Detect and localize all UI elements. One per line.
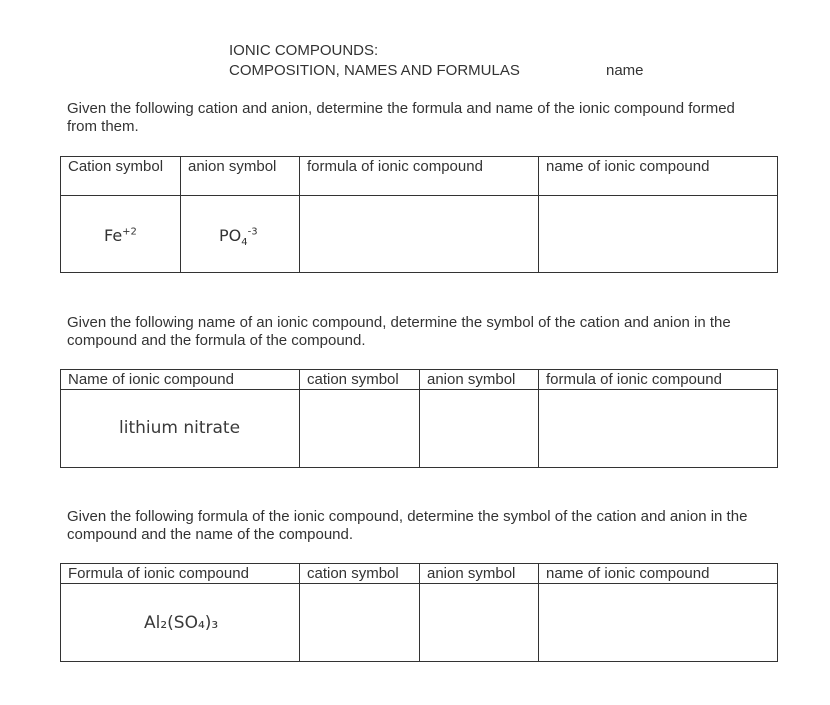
section3-table bbox=[60, 563, 778, 662]
anion-answer-cell[interactable] bbox=[420, 584, 539, 662]
name-answer-cell[interactable] bbox=[539, 584, 778, 662]
cation-answer-cell[interactable] bbox=[300, 390, 420, 468]
header-name: name of ionic compound bbox=[539, 564, 778, 584]
section2-table bbox=[60, 369, 778, 468]
header-cation-symbol: cation symbol bbox=[300, 564, 420, 584]
cation-base: Fe bbox=[104, 226, 123, 245]
formula-cell bbox=[61, 584, 300, 662]
cation-cell bbox=[61, 196, 181, 273]
anion-answer-cell[interactable] bbox=[420, 390, 539, 468]
anion-charge: -3 bbox=[247, 226, 258, 238]
cation-answer-cell[interactable] bbox=[300, 584, 420, 662]
compound-formula: Al₂(SO₄)₃ bbox=[144, 613, 219, 633]
header-anion-symbol: anion symbol bbox=[420, 564, 539, 584]
header-formula: formula of ionic compound bbox=[539, 370, 778, 390]
header-anion-symbol: anion symbol bbox=[181, 157, 300, 196]
section1-table bbox=[60, 156, 778, 273]
compound-name: lithium nitrate bbox=[119, 418, 241, 438]
worksheet-title-line1: IONIC COMPOUNDS: bbox=[229, 42, 379, 59]
header-cation-symbol: cation symbol bbox=[300, 370, 420, 390]
worksheet-title-line2: COMPOSITION, NAMES AND FORMULAS bbox=[229, 62, 520, 79]
section2-instruction: Given the following name of an ionic compound, determine the symbol of the cation and anion in the compound and the formula of the compound. bbox=[67, 314, 731, 349]
cation-symbol bbox=[104, 227, 181, 245]
anion-cell bbox=[181, 196, 300, 273]
compound-name-cell bbox=[61, 390, 300, 468]
anion-symbol bbox=[219, 226, 300, 249]
name-label: name bbox=[606, 62, 644, 79]
header-name: name of ionic compound bbox=[539, 157, 778, 196]
anion-base: PO bbox=[219, 226, 242, 245]
header-formula: formula of ionic compound bbox=[300, 157, 539, 196]
section3-instruction: Given the following formula of the ionic compound, determine the symbol of the cation and anion in the compound and the name of the compound. bbox=[67, 508, 748, 543]
anion-subscript: 4 bbox=[241, 237, 248, 249]
name-answer-cell[interactable] bbox=[539, 196, 778, 273]
header-anion-symbol: anion symbol bbox=[420, 370, 539, 390]
header-cation-symbol: Cation symbol bbox=[61, 157, 181, 196]
cation-charge: +2 bbox=[122, 226, 137, 238]
header-compound-name: Name of ionic compound bbox=[61, 370, 300, 390]
formula-answer-cell[interactable] bbox=[539, 390, 778, 468]
header-formula: Formula of ionic compound bbox=[61, 564, 300, 584]
section1-instruction: Given the following cation and anion, determine the formula and name of the ionic compound formed from them. bbox=[67, 100, 735, 135]
formula-answer-cell[interactable] bbox=[300, 196, 539, 273]
